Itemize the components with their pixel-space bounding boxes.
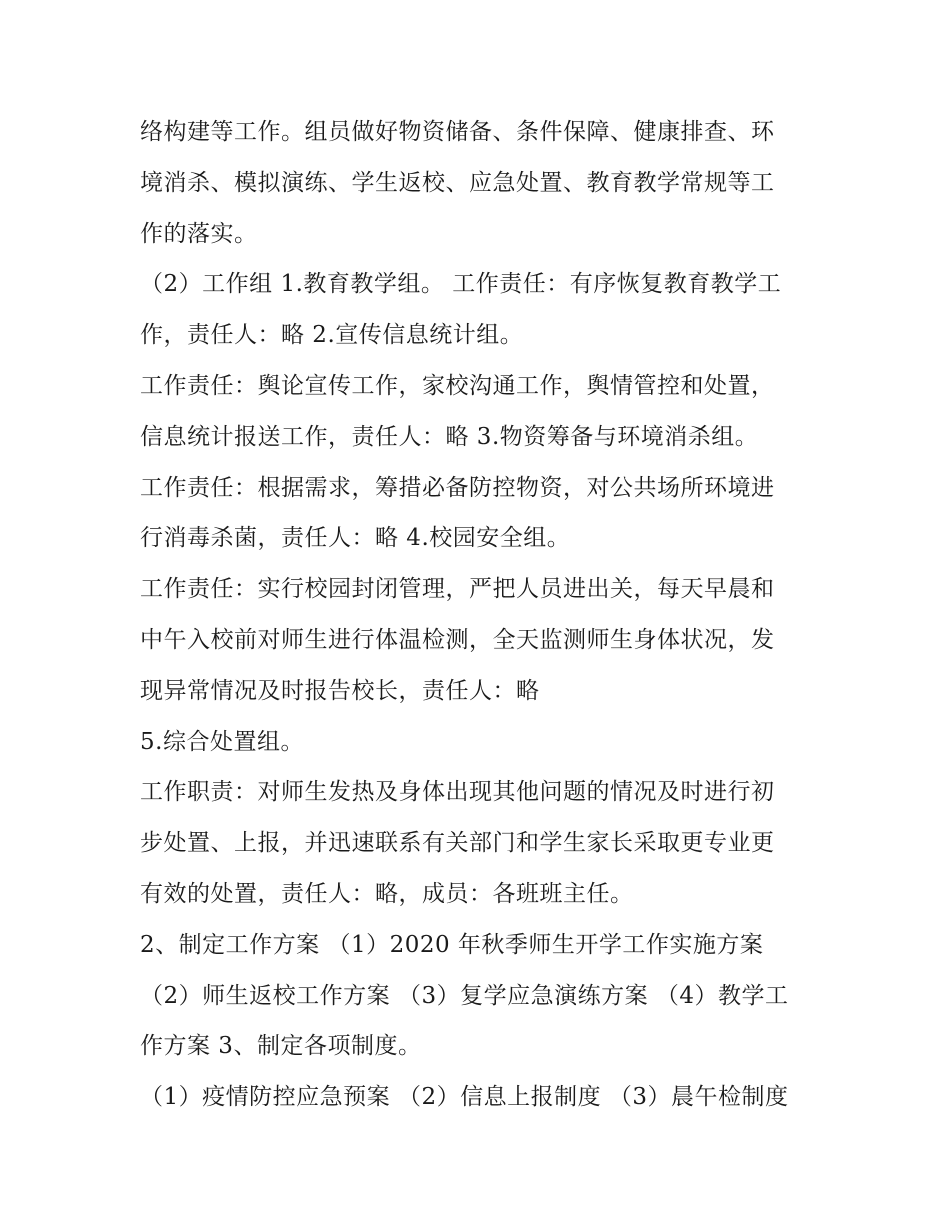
text-line: （2）工作组 1.教育教学组。 工作责任：有序恢复教育教学工 — [140, 271, 782, 298]
text-line: 工作职责：对师生发热及身体出现其他问题的情况及时进行初 — [140, 779, 775, 806]
text-line: 络构建等工作。组员做好物资储备、条件保障、健康排查、环 — [140, 119, 775, 145]
text-line: 工作责任：根据需求，筹措必备防控物资，对公共场所环境进 — [140, 474, 775, 501]
text-line: 中午入校前对师生进行体温检测，全天监测师生身体状况，发 — [140, 626, 775, 653]
text-line: 步处置、上报，并迅速联系有关部门和学生家长采取更专业更 — [140, 830, 775, 857]
text-line: 有效的处置，责任人：略，成员：各班班主任。 — [140, 880, 634, 907]
body-text — [140, 107, 820, 1123]
text-line: 作，责任人：略 2.宣传信息统计组。 — [140, 322, 524, 349]
text-line: 工作责任：舆论宣传工作，家校沟通工作，舆情管控和处置， — [140, 372, 775, 399]
text-line: 行消毒杀菌，责任人：略 4.校园安全组。 — [140, 525, 571, 552]
text-line: （1）疫情防控应急预案 （2）信息上报制度 （3）晨午检制度 — [140, 1084, 789, 1111]
text-line: 信息统计报送工作，责任人：略 3.物资筹备与环境消杀组。 — [140, 423, 759, 450]
text-line: （2）师生返校工作方案 （3）复学应急演练方案 （4）教学工 — [140, 982, 789, 1009]
text-line: 作方案 3、制定各项制度。 — [140, 1033, 422, 1060]
text-line: 工作责任：实行校园封闭管理，严把人员进出关，每天早晨和 — [140, 576, 775, 603]
text-line: 5.综合处置组。 — [140, 728, 304, 755]
text-line: 现异常情况及时报告校长，责任人：略 — [140, 677, 540, 704]
text-line: 2、制定工作方案 （1）2020 年秋季师生开学工作实施方案 — [140, 931, 764, 958]
text-line: 境消杀、模拟演练、学生返校、应急处置、教育教学常规等工 — [140, 169, 775, 196]
text-line: 作的落实。 — [140, 220, 258, 247]
